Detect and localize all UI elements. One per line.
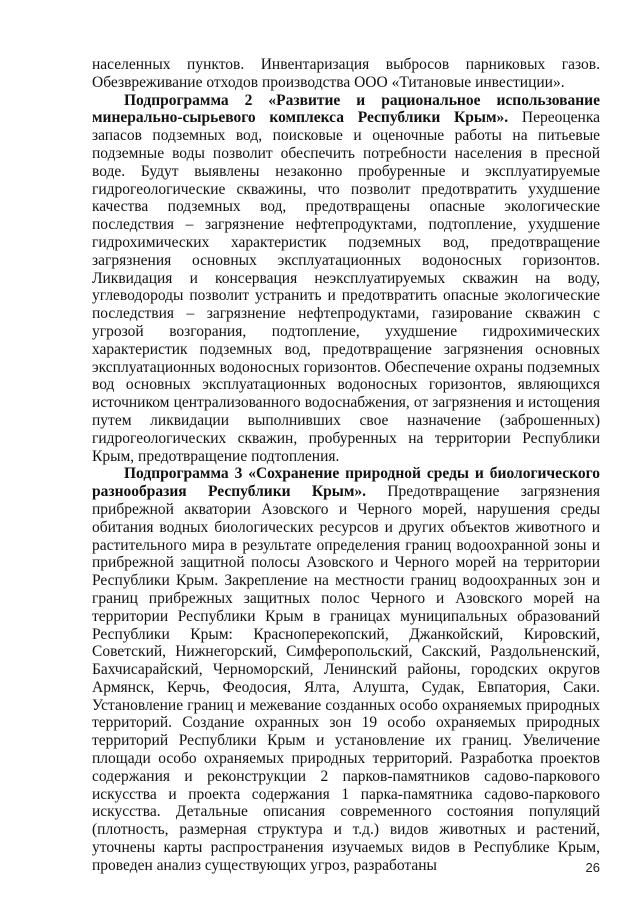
- document-page: [92, 56, 600, 875]
- subprogram-2-text: Переоценка запасов подземных вод, поисковые и оценочные работы на питьевые подземные воды позволит обеспечить потребности населения в пресной воде. Будут выявлены незаконно пробуренные и эксплуатируемые гидрогеологические скважины, что позволит предотвратить ухудшение качества подземных вод, предотвращены опасные экологические последствия – загрязнение нефтепродуктами, подтопление, ухудшение гидрохимических характеристик подземных вод, предотвращение загрязнения основных эксплуатационных водоносных горизонтов. Ликвидация и консервация неэксплуатируемых скважин на воду, углеводороды позволит устранить и предотвратить опасные экологические последствия – загрязнение нефтепродуктами, газирование скважин с угрозой возгорания, подтопление, ухудшение гидрохимических характеристик подземных вод, предотвращение загрязнения основных эксплуатационных водоносных горизонтов. Обеспечение охраны подземных вод основных эксплуатационных водоносных горизонтов, являющихся источником централизованного водоснабжения, от загрязнения и истощения путем ликвидации выполнивших свое назначение (заброшенных) гидрогеологических скважин, пробуренных на территории Республики Крым, предотвращение подтопления.: [92, 109, 600, 465]
- paragraph-subprogram-3: [92, 465, 600, 874]
- subprogram-2-heading: Подпрограмма 2 «Развитие и рациональное использование минерально-сырьевого комплекса Республики Крым».: [92, 91, 600, 127]
- paragraph-text: населенных пунктов. Инвентаризация выбросов парниковых газов. Обезвреживание отходов производства ООО «Титановые инвестиции».: [92, 56, 600, 91]
- paragraph-continuation: [92, 56, 600, 92]
- subprogram-3-heading: Подпрограмма 3 «Сохранение природной среды и биологического разнообразия Республики Крым».: [92, 465, 600, 501]
- paragraph-subprogram-2: [92, 92, 600, 466]
- subprogram-3-text: Предотвращение загрязнения прибрежной акватории Азовского и Черного морей, нарушения среды обитания водных биологических ресурсов и других объектов животного и растительного мира в результате определения границ водоохранной зоны и прибрежной защитной полосы Азовского и Черного морей на территории Республики Крым. Закрепление на местности границ водоохранных зон и границ прибрежных защитных полос Черного и Азовского морей на территории Республики Крым в границах муниципальных образований Республики Крым: Красноперекопский, Джанкойский, Кировский, Советский, Нижнегорский, Симферопольский, Сакский, Раздольненский, Бахчисарайский, Черноморский, Ленинский районы, городских округов Армянск, Керчь, Феодосия, Ялта, Алушта, Судак, Евпатория, Саки. Установление границ и межевание созданных особо охраняемых природных территорий. Создание охранных зон 19 особо охраняемых природных территорий Республики Крым и установление их границ. Увеличение площади особо охраняемых природных территорий. Разработка проектов содержания и реконструкции 2 парков-памятников садово-паркового искусства и проекта содержания 1 парка-памятника садово-паркового искусства. Детальные описания современного состояния популяций (плотность, размерная структура и т.д.) видов животных и растений, уточнены карты распространения изучаемых видов в Республике Крым, проведен анализ существующих угроз, разработаны: [92, 483, 600, 874]
- page-number: 26: [585, 860, 600, 875]
